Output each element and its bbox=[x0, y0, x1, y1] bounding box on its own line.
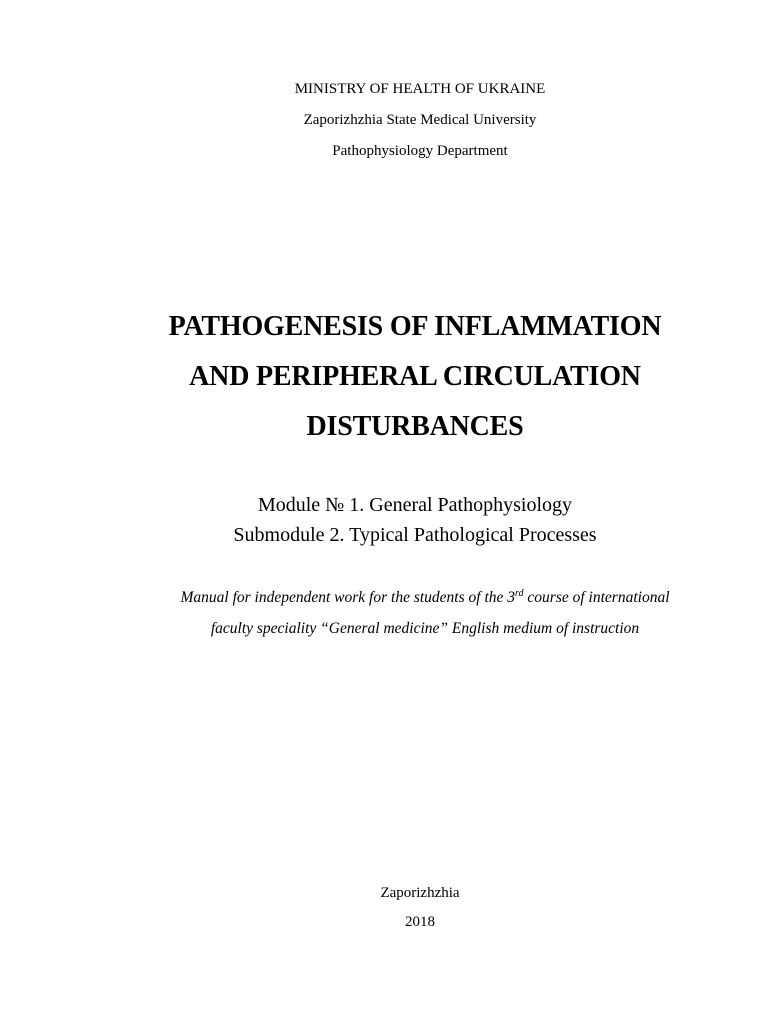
manual-text-before-sup: Manual for independent work for the students of the 3 bbox=[180, 589, 516, 606]
manual-description-line-2: faculty speciality “General medicine” English medium of instruction bbox=[210, 620, 640, 637]
department-name: Pathophysiology Department bbox=[332, 143, 508, 159]
university-name: Zaporizhzhia State Medical University bbox=[303, 112, 537, 128]
manual-text-after-sup: course of international bbox=[523, 589, 670, 606]
manual-description-line-1 bbox=[40, 588, 770, 608]
document-title-line-3: DISTURBANCES bbox=[306, 411, 524, 442]
module-label: Module № 1. General Pathophysiology bbox=[257, 494, 573, 516]
submodule-label: Submodule 2. Typical Pathological Processes bbox=[233, 524, 597, 546]
publication-year: 2018 bbox=[405, 914, 435, 930]
ministry-heading: MINISTRY OF HEALTH OF UKRAINE bbox=[294, 81, 546, 97]
ordinal-superscript: rd bbox=[515, 588, 524, 599]
document-title-line-1: PATHOGENESIS OF INFLAMMATION bbox=[168, 311, 662, 342]
document-title-line-2: AND PERIPHERAL CIRCULATION bbox=[189, 361, 641, 392]
publication-city: Zaporizhzhia bbox=[380, 885, 460, 901]
